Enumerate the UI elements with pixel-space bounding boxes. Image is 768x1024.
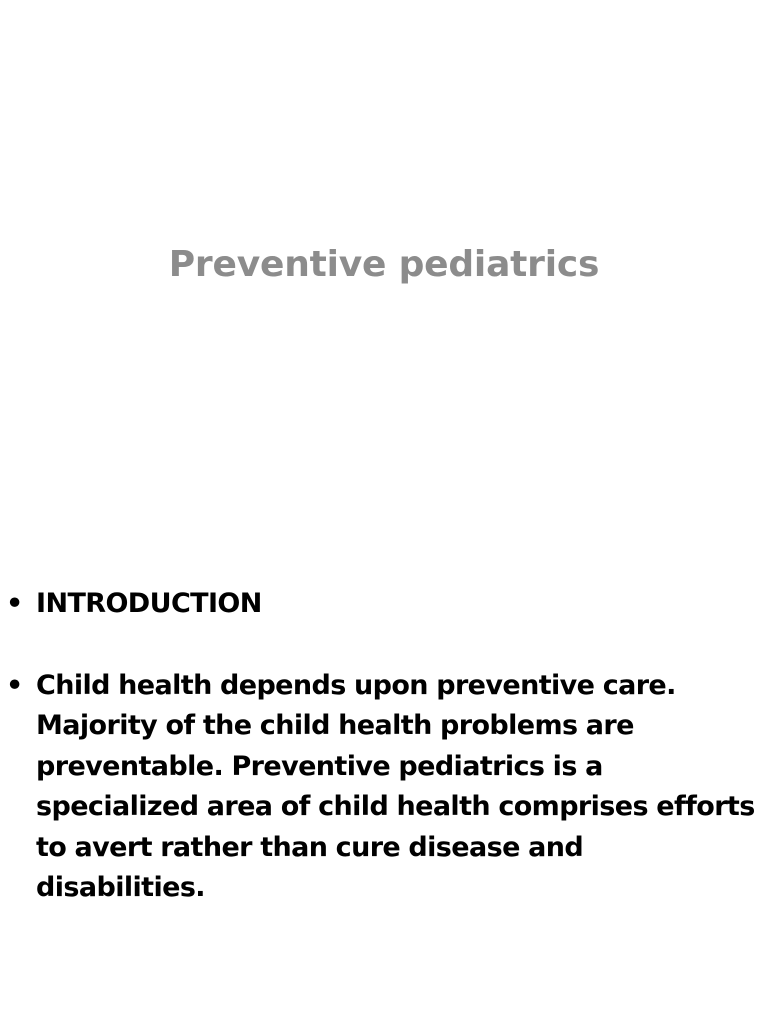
bullet-text-paragraph: Child health depends upon preventive care. Majority of the child health problems are preventable. Preventive pediatrics is a specialized area of child health comprises efforts to avert rather than cure disease and disabilities. <box>36 669 755 903</box>
bullet-icon: • <box>6 669 23 701</box>
page-title: Preventive pediatrics <box>168 244 600 285</box>
bullet-icon: • <box>6 588 23 619</box>
bullet-list <box>0 584 768 909</box>
list-item <box>0 666 768 909</box>
bullet-text-heading: INTRODUCTION <box>36 588 262 619</box>
list-item <box>0 584 768 625</box>
